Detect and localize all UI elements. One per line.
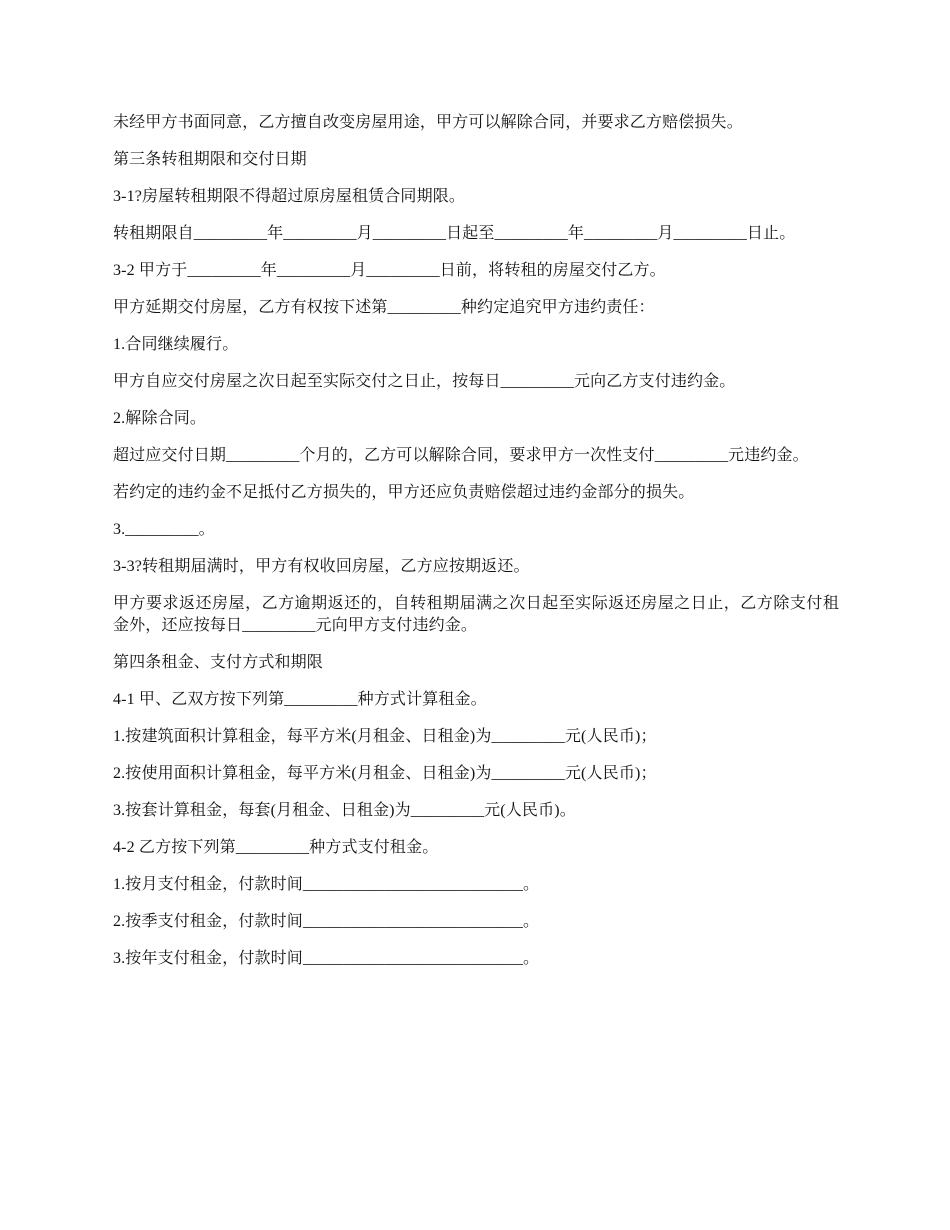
option-per-unit: 3.按套计算租金，每套(月租金、日租金)为_________元(人民币)。 [113, 802, 576, 819]
heading-article-3: 第三条转租期限和交付日期 [113, 151, 307, 168]
clause-3-3: 3-3?转租期届满时，甲方有权收回房屋，乙方应按期返还。 [113, 558, 530, 575]
paragraph-overdue-terminate: 超过应交付日期_________个月的，乙方可以解除合同，要求甲方一次性支付_________元违约金。 [113, 447, 809, 464]
option-terminate-contract: 2.解除合同。 [113, 410, 207, 427]
option-usable-area: 2.按使用面积计算租金，每平方米(月租金、日租金)为_________元(人民币)； [113, 765, 657, 782]
clause-4-2: 4-2 乙方按下列第_________种方式支付租金。 [113, 839, 439, 856]
paragraph-insufficient-penalty: 若约定的违约金不足抵付乙方损失的，甲方还应负责赔偿超过违约金部分的损失。 [113, 484, 695, 501]
paragraph-usage-change: 未经甲方书面同意，乙方擅自改变房屋用途，甲方可以解除合同，并要求乙方赔偿损失。 [113, 114, 743, 131]
paragraph-daily-penalty: 甲方自应交付房屋之次日起至实际交付之日止，按每日_________元向乙方支付违约金。 [113, 373, 736, 390]
option-building-area: 1.按建筑面积计算租金，每平方米(月租金、日租金)为_________元(人民币)； [113, 728, 657, 745]
paragraph-overdue-return: 甲方要求返还房屋，乙方逾期返还的，自转租期届满之次日起至实际返还房屋之日止，乙方除支付租金外，还应按每日_________元向甲方支付违约金。 [113, 595, 839, 634]
option-continue-contract: 1.合同继续履行。 [113, 336, 239, 353]
clause-3-2: 3-2 甲方于_________年_________月_________日前，将转租的房屋交付乙方。 [113, 262, 666, 279]
clause-3-1: 3-1?房屋转租期限不得超过原房屋租赁合同期限。 [113, 188, 466, 205]
paragraph-delay-delivery: 甲方延期交付房屋，乙方有权按下述第_________种约定追究甲方违约责任： [113, 299, 655, 316]
document-body [113, 112, 839, 985]
clause-4-1: 4-1 甲、乙双方按下列第_________种方式计算租金。 [113, 691, 487, 708]
option-monthly-payment: 1.按月支付租金，付款时间___________________________。 [113, 876, 540, 893]
paragraph-sublease-period: 转租期限自_________年_________月_________日起至_________年_________月_________日止。 [113, 225, 796, 242]
option-quarterly-payment: 2.按季支付租金，付款时间___________________________。 [113, 913, 540, 930]
heading-article-4: 第四条租金、支付方式和期限 [113, 654, 323, 671]
option-yearly-payment: 3.按年支付租金，付款时间___________________________。 [113, 950, 540, 967]
option-other: 3._________。 [113, 521, 215, 538]
